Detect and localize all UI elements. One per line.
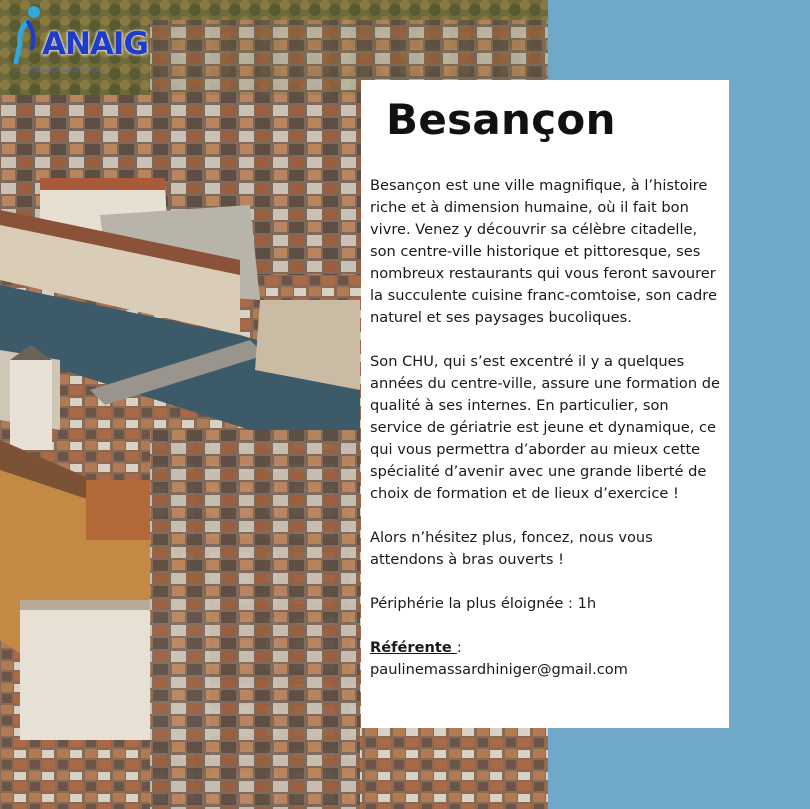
paragraph-invite: Alors n’hésitez plus, foncez, nous vous attendons à bras ouverts !	[370, 529, 653, 568]
anaig-logo	[6, 4, 148, 76]
logo-text: ANAIG	[42, 26, 148, 62]
info-card	[361, 80, 729, 728]
referent-line	[370, 637, 722, 659]
card-body	[370, 175, 722, 681]
paragraph-periphery: Périphérie la plus éloignée : 1h	[370, 595, 597, 612]
paragraph-city: Besançon est une ville magnifique, à l’histoire riche et à dimension humaine, où il fait bon vivre. Venez y découvrir sa célèbre citadelle, son centre-ville historique et pittoresque, ses nombreux restaurants qui vous feront savourer la succulente cuisine franc-comtoise, son cadre naturel et ses paysages bucoliques.	[370, 177, 717, 326]
referent-separator: :	[456, 639, 462, 656]
page-title: Besançon	[386, 95, 616, 144]
logo-subtitle: Association Nationale des Internes en Gériatrie	[10, 68, 105, 73]
person-icon	[6, 4, 46, 64]
paragraph-chu: Son CHU, qui s’est excentré il y a quelques années du centre-ville, assure une formation de qualité à ses internes. En particulier, son service de gériatrie est jeune et dynamique, ce qui vous permettra d’aborder au mieux cette spécialité d’avenir avec une grande liberté de choix de formation et de lieux d’exercice !	[370, 353, 720, 502]
referent-label: Référente	[370, 639, 457, 656]
referent-email[interactable]: paulinemassardhiniger@gmail.com	[370, 661, 628, 678]
